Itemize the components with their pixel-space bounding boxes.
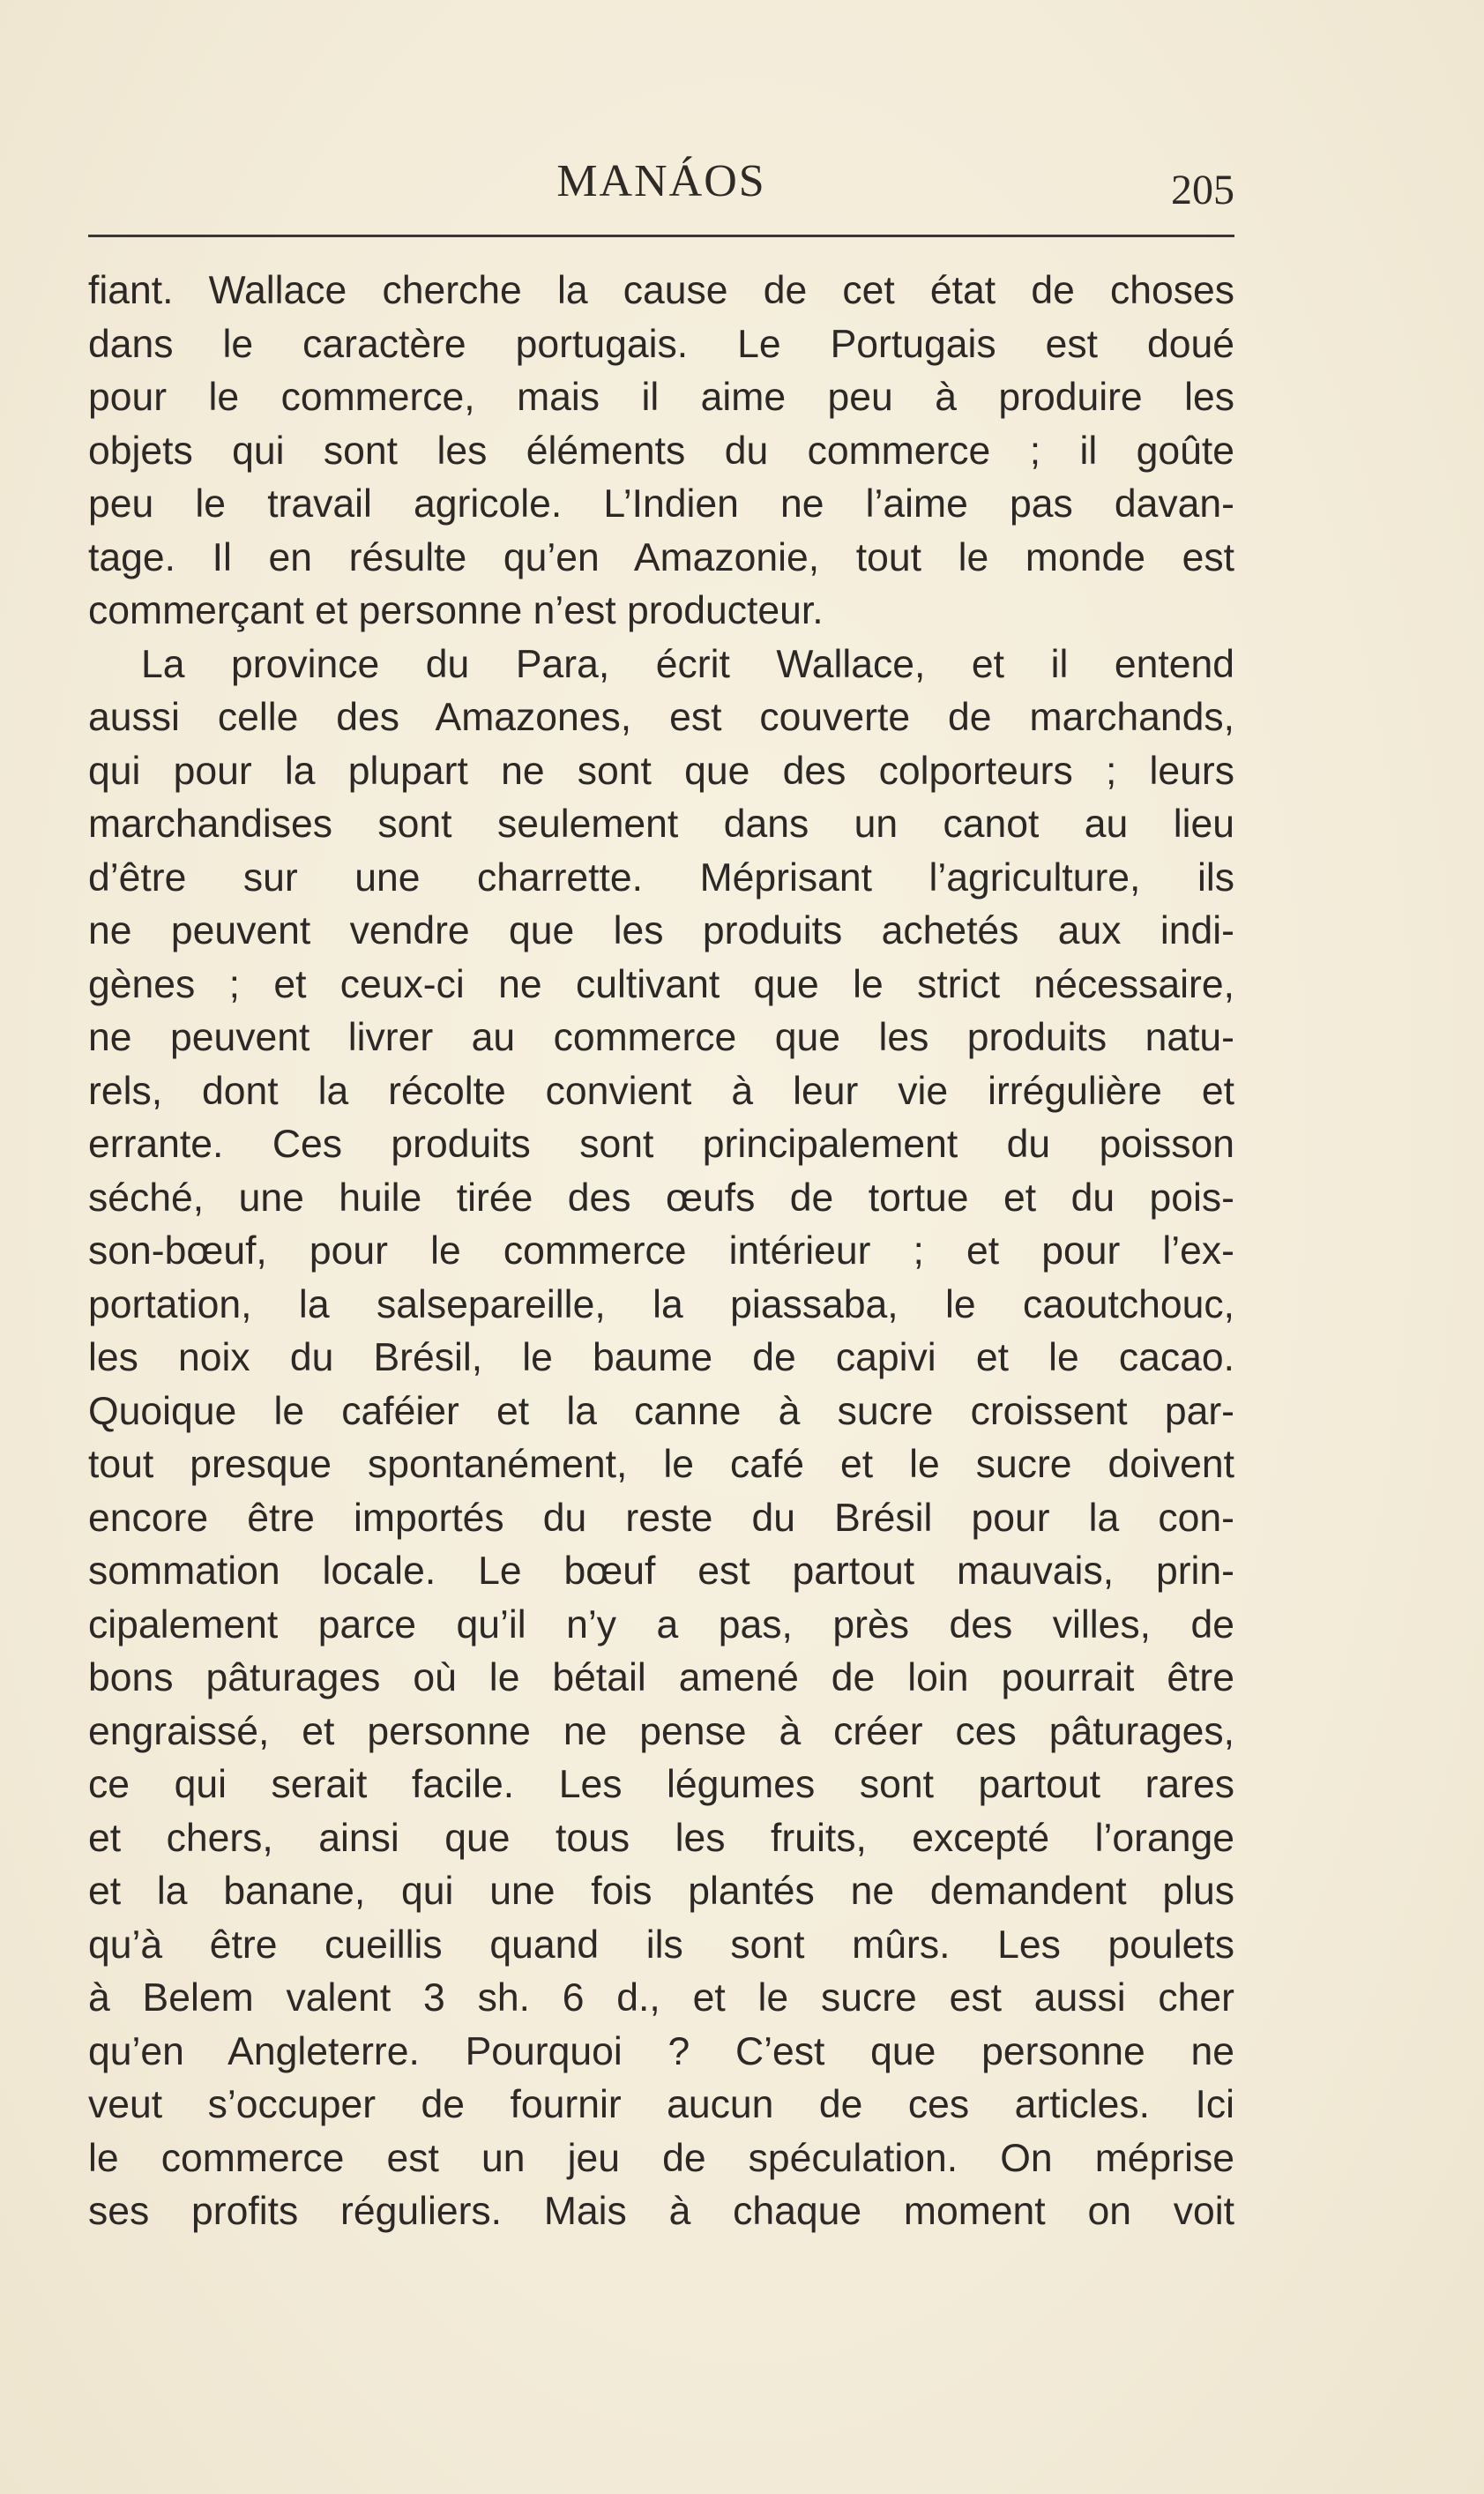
text-line: veut s’occuper de fournir aucun de ces articles. Ici: [88, 2083, 1234, 2126]
text-line: gènes ; et ceux-ci ne cultivant que le strict nécessaire,: [88, 962, 1234, 1006]
text-line: ne peuvent vendre que les produits achetés aux indi-: [88, 909, 1234, 952]
text-line: dans le caractère portugais. Le Portugais est doué: [88, 322, 1234, 366]
page-header: [88, 155, 1234, 226]
text-line: commerçant et personne n’est producteur.: [88, 589, 824, 632]
text-line: portation, la salsepareille, la piassaba, le caoutchouc,: [88, 1282, 1234, 1326]
text-line: et la banane, qui une fois plantés ne demandent plus: [88, 1870, 1234, 1913]
text-line: cipalement parce qu’il n’y a pas, près des villes, de: [88, 1602, 1234, 1646]
text-line: errante. Ces produits sont principalement du poisson: [88, 1123, 1234, 1166]
running-title: MANÁOS: [556, 156, 766, 206]
text-line: Quoique le caféier et la canne à sucre croissent par-: [88, 1389, 1234, 1433]
text-line: qu’à être cueillis quand ils sont mûrs. Les poulets: [88, 1923, 1234, 1967]
text-line: aussi celle des Amazones, est couverte de marchands,: [88, 696, 1234, 739]
text-line: ses profits réguliers. Mais à chaque moment on voit: [88, 2190, 1234, 2233]
text-line: tout presque spontanément, le café et le sucre doivent: [88, 1443, 1234, 1486]
text-line: ce qui serait facile. Les légumes sont partout rares: [88, 1763, 1234, 1806]
text-line: marchandises sont seulement dans un canot au lieu: [88, 803, 1234, 846]
page-number: 205: [1171, 167, 1234, 213]
text-line: et chers, ainsi que tous les fruits, excepté l’orange: [88, 1816, 1234, 1860]
text-line: bons pâturages où le bétail amené de loin pourrait être: [88, 1656, 1234, 1699]
text-line: peu le travail agricole. L’Indien ne l’aime pas davan-: [88, 482, 1234, 526]
text-line: à Belem valent 3 sh. 6 d., et le sucre est aussi cher: [88, 1976, 1234, 2020]
text-line: fiant. Wallace cherche la cause de cet état de choses: [88, 269, 1234, 312]
header-rule: [88, 235, 1234, 237]
text-line: séché, une huile tirée des œufs de tortue et du pois-: [88, 1176, 1234, 1220]
text-line: son-bœuf, pour le commerce intérieur ; et pour l’ex-: [88, 1229, 1234, 1273]
body-text: [88, 265, 1234, 2239]
text-line: d’être sur une charrette. Méprisant l’agriculture, ils: [88, 855, 1234, 900]
text-line: La province du Para, écrit Wallace, et il entend: [141, 642, 1234, 686]
text-line: objets qui sont les éléments du commerce ; il goûte: [88, 429, 1234, 473]
text-line: rels, dont la récolte convient à leur vie irrégulière et: [88, 1069, 1234, 1113]
text-line: encore être importés du reste du Brésil pour la con-: [88, 1496, 1234, 1540]
text-line: les noix du Brésil, le baume de capivi et le cacao.: [88, 1336, 1234, 1379]
text-line: pour le commerce, mais il aime peu à produire les: [88, 376, 1234, 419]
text-line: ne peuvent livrer au commerce que les produits natu-: [88, 1016, 1234, 1059]
text-line: qui pour la plupart ne sont que des colporteurs ; leurs: [88, 749, 1234, 793]
text-line: qu’en Angleterre. Pourquoi ? C’est que personne ne: [88, 2029, 1234, 2073]
text-line: le commerce est un jeu de spéculation. On méprise: [88, 2136, 1234, 2180]
text-line: tage. Il en résulte qu’en Amazonie, tout le monde est: [88, 535, 1234, 579]
text-line: engraissé, et personne ne pense à créer ces pâturages,: [88, 1709, 1234, 1753]
text-line: sommation locale. Le bœuf est partout mauvais, prin-: [88, 1549, 1234, 1593]
